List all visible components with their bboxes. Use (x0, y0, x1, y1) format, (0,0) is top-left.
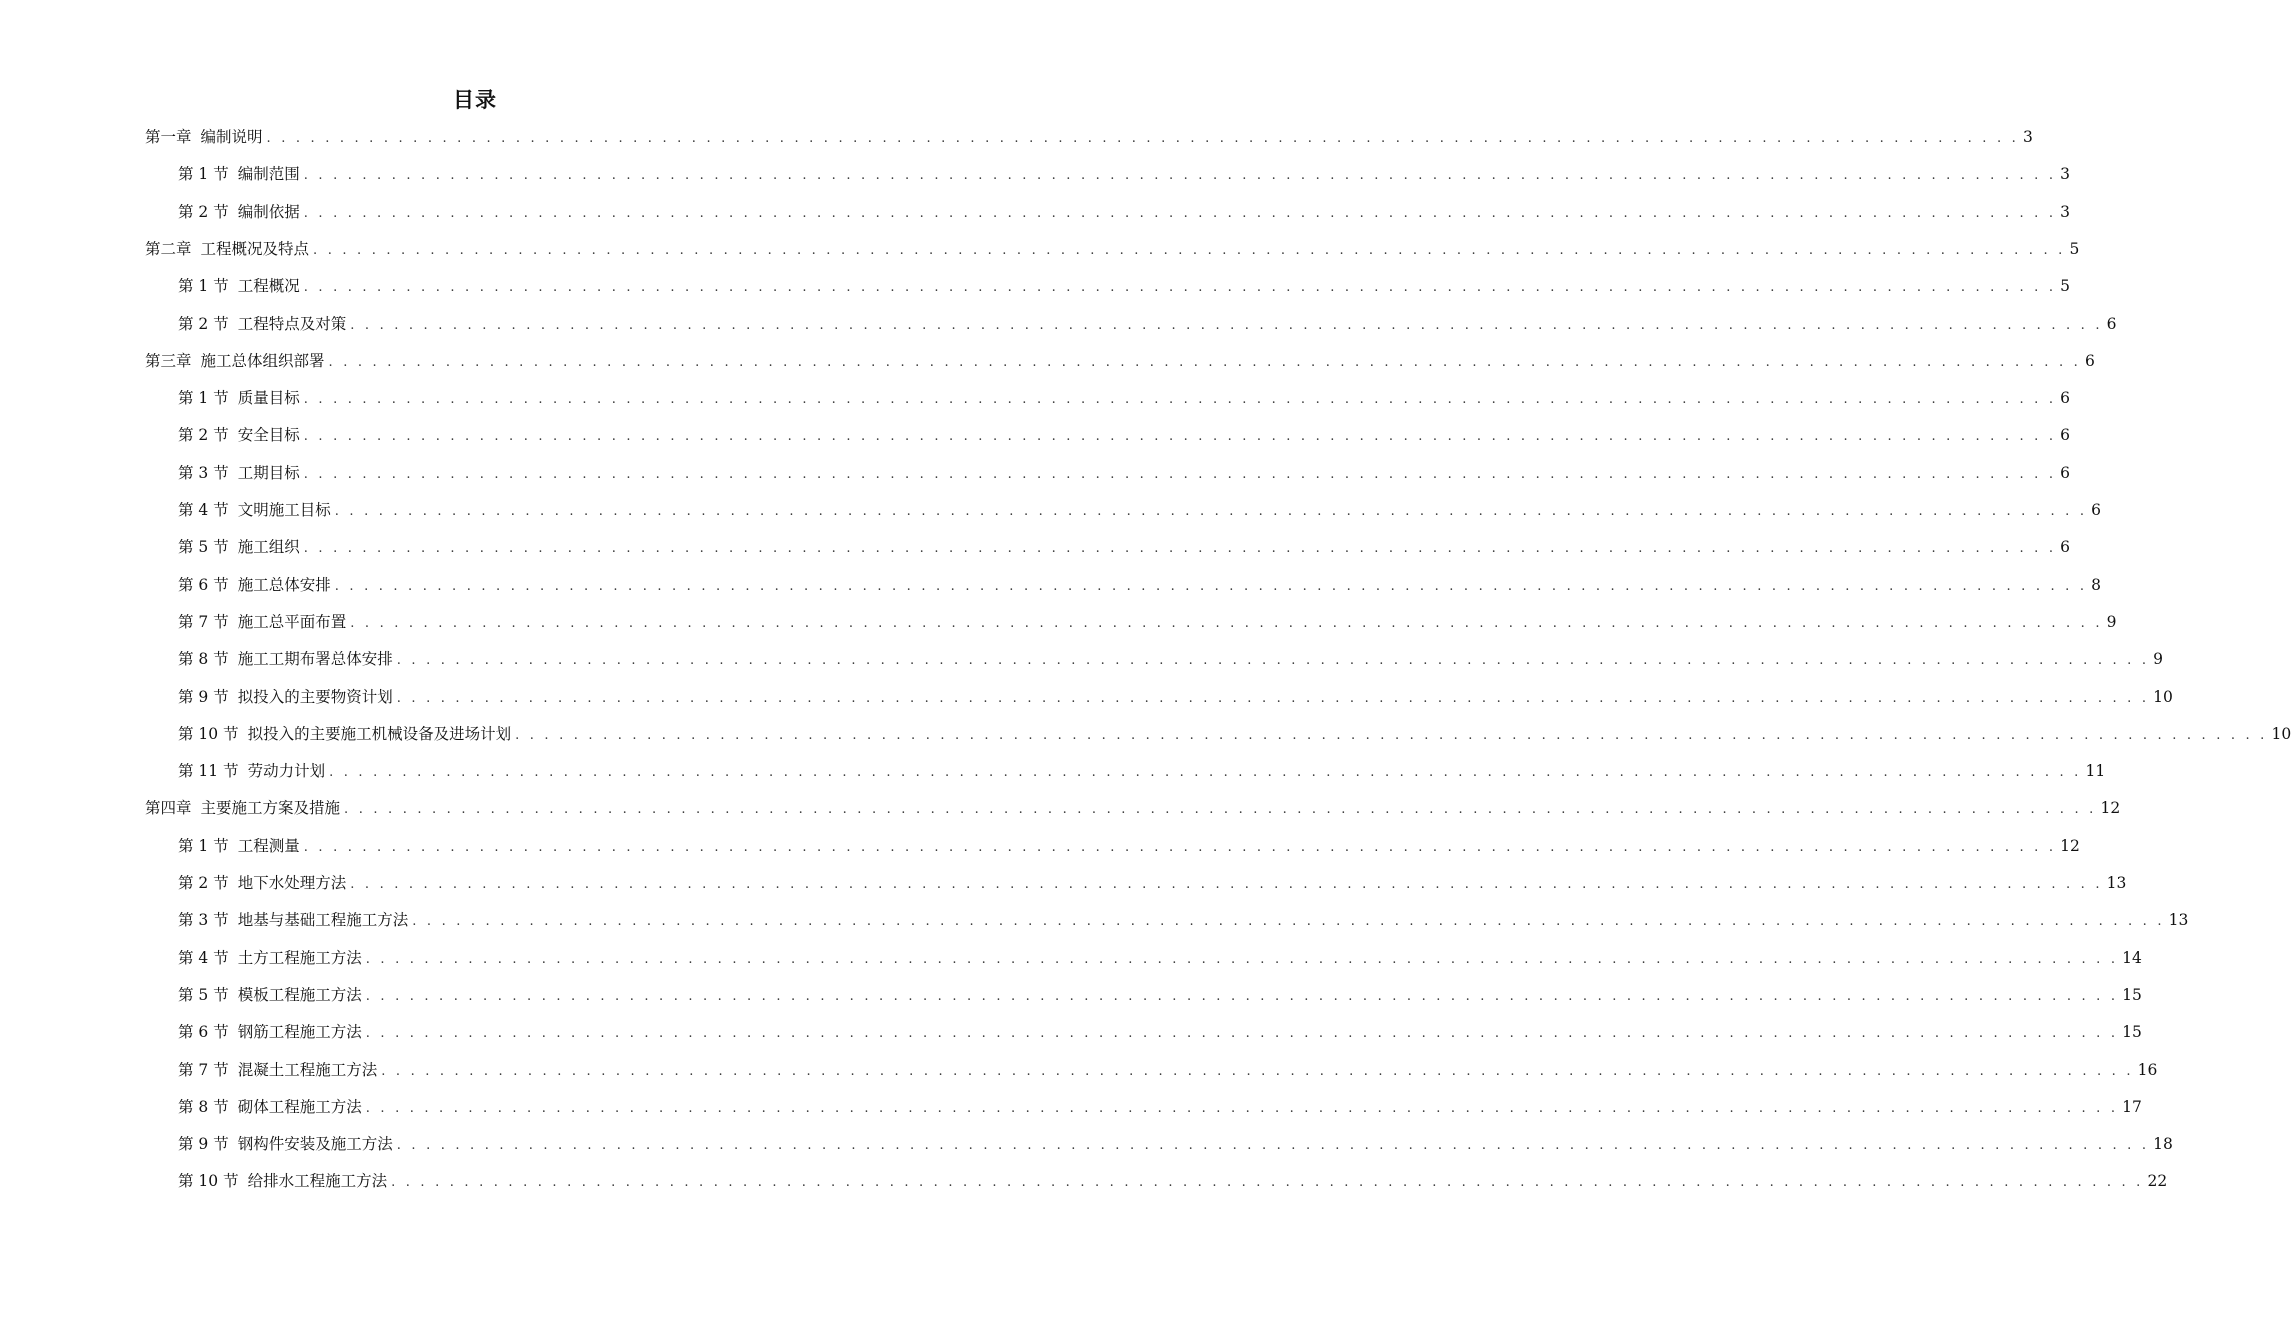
toc-section-entry[interactable] (178, 573, 2102, 597)
toc-dot-leader: . . . . . . . . . . . . . . . . . . . . . . . . . . . . . . . . . . . . . . . . . . . . . . . . . . . . . . . . . . . . . . . . . . . . . . . . . . . . . . . . . . . . . . . . . . . . . . . . . . . . . . . . . . . . . . . . . . . . . . . . (303, 466, 2057, 482)
toc-dot-leader: . . . . . . . . . . . . . . . . . . . . . . . . . . . . . . . . . . . . . . . . . . . . . . . . . . . . . . . . . . . . . . . . . . . . . . . . . . . . . . . . . . . . . . . . . . . . . . . . . . . . . . . . . . . . . . . . . . . . . . . . (515, 727, 2268, 743)
toc-dot-leader: . . . . . . . . . . . . . . . . . . . . . . . . . . . . . . . . . . . . . . . . . . . . . . . . . . . . . . . . . . . . . . . . . . . . . . . . . . . . . . . . . . . . . . . . . . . . . . . . . . . . . . . . . . . . . . . . . . . . . . . . (334, 504, 2088, 519)
toc-entry-text: 砌体工程施工方法 (237, 1097, 362, 1116)
toc-chapter-entry[interactable] (145, 796, 2121, 820)
toc-entry-text: 地基与基础工程施工方法 (237, 911, 409, 930)
toc-entry-number: 第 11 节 (178, 762, 239, 781)
toc-entry-label (178, 423, 300, 447)
toc-entry-text: 施工总体组织部署 (200, 351, 325, 370)
toc-page-number: 18 (2153, 1135, 2173, 1154)
toc-dot-leader: . . . . . . . . . . . . . . . . . . . . . . . . . . . . . . . . . . . . . . . . . . . . . . . . . . . . . . . . . . . . . . . . . . . . . . . . . . . . . . . . . . . . . . . . . . . . . . . . . . . . . . . . . . . . . . . . . . . . . . . . (365, 988, 2119, 1004)
toc-entry-text: 模板工程施工方法 (237, 985, 362, 1004)
toc-entry-number: 第 9 节 (178, 687, 229, 706)
toc-chapter-entry[interactable] (145, 125, 2033, 149)
toc-entry-label (178, 834, 300, 858)
toc-entry-label (178, 1020, 362, 1044)
toc-page-number: 6 (2106, 314, 2117, 333)
toc-entry-text: 地下水处理方法 (237, 874, 347, 892)
toc-dot-leader: . . . . . . . . . . . . . . . . . . . . . . . . . . . . . . . . . . . . . . . . . . . . . . . . . . . . . . . . . . . . . . . . . . . . . . . . . . . . . . . . . . . . . . . . . . . . . . . . . . . . . . . . . . . . . . . . . . . . . . . . (329, 765, 2082, 781)
toc-entry-text: 混凝土工程施工方法 (237, 1060, 378, 1079)
toc-entry-text: 工程概况及特点 (200, 239, 310, 258)
toc-dot-leader: . . . . . . . . . . . . . . . . . . . . . . . . . . . . . . . . . . . . . . . . . . . . . . . . . . . . . . . . . . . . . . . . . . . . . . . . . . . . . . . . . . . . . . . . . . . . . . . . . . . . . . . . . . . . . . . . . . . . . . . . (365, 1026, 2119, 1042)
toc-entry-number: 第四章 (145, 799, 192, 818)
toc-entry-label (178, 946, 362, 970)
toc-entry-label (178, 498, 331, 522)
toc-entry-label (178, 722, 511, 746)
toc-entry-text: 工程特点及对策 (237, 314, 347, 333)
toc-page-number: 16 (2137, 1060, 2158, 1079)
toc-page-number: 6 (2060, 463, 2071, 482)
toc-page-number: 13 (2106, 874, 2127, 892)
toc-entry-label (178, 274, 300, 298)
toc-entry-label (145, 796, 340, 820)
toc-page-number: 5 (2069, 239, 2080, 258)
toc-dot-leader: . . . . . . . . . . . . . . . . . . . . . . . . . . . . . . . . . . . . . . . . . . . . . . . . . . . . . . . . . . . . . . . . . . . . . . . . . . . . . . . . . . . . . . . . . . . . . . . . . . . . . . . . . . . . . . . . . . . . . . . . (365, 1100, 2119, 1116)
toc-page-number: 3 (2022, 128, 2033, 146)
toc-page-number: 17 (2122, 1097, 2142, 1116)
toc-entry-number: 第 5 节 (178, 538, 229, 557)
toc-section-entry[interactable] (178, 871, 2127, 895)
toc-entry-number: 第 6 节 (178, 1023, 229, 1042)
toc-entry-label (178, 610, 346, 634)
toc-entry-number: 第 4 节 (178, 501, 229, 519)
toc-entry-label (178, 685, 393, 709)
toc-entry-number: 第 6 节 (178, 575, 229, 594)
toc-entry-label (145, 349, 325, 373)
toc-entry-number: 第 2 节 (178, 202, 229, 221)
toc-page-number: 3 (2060, 165, 2071, 184)
toc-section-entry[interactable] (178, 200, 2071, 224)
toc-entry-number: 第 2 节 (178, 314, 229, 333)
toc-dot-leader: . . . . . . . . . . . . . . . . . . . . . . . . . . . . . . . . . . . . . . . . . . . . . . . . . . . . . . . . . . . . . . . . . . . . . . . . . . . . . . . . . . . . . . . . . . . . . . . . . . . . . . . . . . . . . . . . . . . . . . . . (303, 168, 2057, 184)
toc-entry-text: 工期目标 (237, 463, 300, 482)
toc-section-entry[interactable] (178, 423, 2071, 447)
toc-entry-text: 土方工程施工方法 (237, 948, 362, 967)
toc-section-entry[interactable] (178, 1095, 2142, 1119)
toc-entry-label (178, 1058, 377, 1082)
toc-dot-leader: . . . . . . . . . . . . . . . . . . . . . . . . . . . . . . . . . . . . . . . . . . . . . . . . . . . . . . . . . . . . . . . . . . . . . . . . . . . . . . . . . . . . . . . . . . . . . . . . . . . . . . . . . . . . . . . . . . . . . . . . (303, 429, 2057, 445)
toc-entry-label (178, 759, 325, 783)
toc-entry-text: 工程概况 (237, 277, 300, 296)
toc-entry-label (178, 1132, 393, 1156)
toc-entry-text: 施工工期布署总体安排 (237, 650, 393, 669)
toc-entry-label (178, 162, 300, 186)
toc-section-entry[interactable] (178, 946, 2142, 970)
toc-page-number: 6 (2060, 389, 2071, 408)
toc-dot-leader: . . . . . . . . . . . . . . . . . . . . . . . . . . . . . . . . . . . . . . . . . . . . . . . . . . . . . . . . . . . . . . . . . . . . . . . . . . . . . . . . . . . . . . . . . . . . . . . . . . . . . . . . . . . . . . . . . . . . . . . . (350, 615, 2103, 631)
toc-entry-number: 第二章 (145, 239, 192, 258)
toc-entry-number: 第三章 (145, 351, 192, 370)
toc-entry-number: 第 5 节 (178, 985, 229, 1004)
toc-entry-number: 第 9 节 (178, 1135, 229, 1154)
toc-entry-text: 给排水工程施工方法 (247, 1172, 388, 1191)
toc-entry-label (178, 200, 300, 224)
toc-dot-leader: . . . . . . . . . . . . . . . . . . . . . . . . . . . . . . . . . . . . . . . . . . . . . . . . . . . . . . . . . . . . . . . . . . . . . . . . . . . . . . . . . . . . . . . . . . . . . . . . . . . . . . . . . . . . . . . . . . . . . . . . (266, 131, 2019, 146)
toc-section-entry[interactable] (178, 535, 2071, 559)
toc-dot-leader: . . . . . . . . . . . . . . . . . . . . . . . . . . . . . . . . . . . . . . . . . . . . . . . . . . . . . . . . . . . . . . . . . . . . . . . . . . . . . . . . . . . . . . . . . . . . . . . . . . . . . . . . . . . . . . . . . . . . . . . . (303, 541, 2057, 557)
toc-section-entry[interactable] (178, 461, 2071, 485)
toc-entry-number: 第 8 节 (178, 1097, 229, 1116)
toc-entry-label (178, 1169, 387, 1193)
toc-entry-label (178, 908, 408, 932)
toc-entry-label (145, 237, 309, 261)
toc-chapter-entry[interactable] (145, 349, 2095, 373)
toc-page-number: 9 (2153, 650, 2164, 669)
toc-page-number: 12 (2060, 836, 2080, 855)
toc-page-number: 11 (2085, 762, 2106, 781)
toc-entry-text: 劳动力计划 (247, 762, 326, 781)
toc-page-number: 10 (2271, 724, 2291, 743)
toc-page-number: 3 (2060, 202, 2071, 221)
toc-section-entry[interactable] (178, 610, 2117, 634)
toc-entry-text: 施工总平面布置 (237, 612, 347, 631)
toc-dot-leader: . . . . . . . . . . . . . . . . . . . . . . . . . . . . . . . . . . . . . . . . . . . . . . . . . . . . . . . . . . . . . . . . . . . . . . . . . . . . . . . . . . . . . . . . . . . . . . . . . . . . . . . . . . . . . . . . . . . . . . . . (344, 802, 2097, 818)
toc-entry-number: 第 8 节 (178, 650, 229, 669)
toc-dot-leader: . . . . . . . . . . . . . . . . . . . . . . . . . . . . . . . . . . . . . . . . . . . . . . . . . . . . . . . . . . . . . . . . . . . . . . . . . . . . . . . . . . . . . . . . . . . . . . . . . . . . . . . . . . . . . . . . . . . . . . . . (350, 877, 2103, 892)
toc-dot-leader: . . . . . . . . . . . . . . . . . . . . . . . . . . . . . . . . . . . . . . . . . . . . . . . . . . . . . . . . . . . . . . . . . . . . . . . . . . . . . . . . . . . . . . . . . . . . . . . . . . . . . . . . . . . . . . . . . . . . . . . . (313, 242, 2066, 258)
toc-dot-leader: . . . . . . . . . . . . . . . . . . . . . . . . . . . . . . . . . . . . . . . . . . . . . . . . . . . . . . . . . . . . . . . . . . . . . . . . . . . . . . . . . . . . . . . . . . . . . . . . . . . . . . . . . . . . . . . . . . . . . . . . (381, 1063, 2134, 1079)
toc-entry-text: 钢筋工程施工方法 (237, 1023, 362, 1042)
toc-page-number: 15 (2122, 985, 2142, 1004)
toc-entry-text: 编制范围 (237, 165, 300, 184)
toc-page-number: 12 (2100, 799, 2121, 818)
toc-section-entry[interactable] (178, 983, 2142, 1007)
toc-entry-number: 第 1 节 (178, 836, 229, 855)
toc-entry-label (178, 312, 346, 336)
toc-entry-label (178, 461, 300, 485)
toc-section-entry[interactable] (178, 498, 2102, 522)
toc-entry-number: 第 3 节 (178, 463, 229, 482)
toc-entry-number: 第 1 节 (178, 165, 229, 184)
toc-entry-label (178, 535, 300, 559)
toc-dot-leader: . . . . . . . . . . . . . . . . . . . . . . . . . . . . . . . . . . . . . . . . . . . . . . . . . . . . . . . . . . . . . . . . . . . . . . . . . . . . . . . . . . . . . . . . . . . . . . . . . . . . . . . . . . . . . . . . . . . . . . . . (396, 653, 2150, 669)
toc-page-number: 9 (2106, 612, 2117, 631)
toc-section-entry[interactable] (178, 386, 2071, 410)
toc-dot-leader: . . . . . . . . . . . . . . . . . . . . . . . . . . . . . . . . . . . . . . . . . . . . . . . . . . . . . . . . . . . . . . . . . . . . . . . . . . . . . . . . . . . . . . . . . . . . . . . . . . . . . . . . . . . . . . . . . . . . . . . . (334, 578, 2088, 594)
toc-section-entry[interactable] (178, 162, 2071, 186)
toc-dot-leader: . . . . . . . . . . . . . . . . . . . . . . . . . . . . . . . . . . . . . . . . . . . . . . . . . . . . . . . . . . . . . . . . . . . . . . . . . . . . . . . . . . . . . . . . . . . . . . . . . . . . . . . . . . . . . . . . . . . . . . . . (350, 317, 2103, 333)
toc-section-entry[interactable] (178, 1169, 2168, 1193)
toc-dot-leader: . . . . . . . . . . . . . . . . . . . . . . . . . . . . . . . . . . . . . . . . . . . . . . . . . . . . . . . . . . . . . . . . . . . . . . . . . . . . . . . . . . . . . . . . . . . . . . . . . . . . . . . . . . . . . . . . . . . . . . . . (328, 354, 2081, 370)
toc-entry-number: 第 7 节 (178, 1060, 229, 1079)
toc-chapter-entry[interactable] (145, 237, 2080, 261)
toc-entry-label (178, 871, 346, 895)
toc-page-number: 6 (2084, 351, 2095, 370)
toc-section-entry[interactable] (178, 1020, 2142, 1044)
toc-section-entry[interactable] (178, 1132, 2173, 1156)
toc-entry-number: 第 2 节 (178, 874, 229, 892)
toc-entry-number: 第 10 节 (178, 1172, 239, 1191)
toc-page-number: 6 (2060, 538, 2071, 557)
toc-entry-text: 工程测量 (237, 836, 300, 855)
toc-section-entry[interactable] (178, 759, 2106, 783)
toc-entry-number: 第 3 节 (178, 911, 229, 930)
toc-dot-leader: . . . . . . . . . . . . . . . . . . . . . . . . . . . . . . . . . . . . . . . . . . . . . . . . . . . . . . . . . . . . . . . . . . . . . . . . . . . . . . . . . . . . . . . . . . . . . . . . . . . . . . . . . . . . . . . . . . . . . . . . (396, 1138, 2150, 1154)
toc-dot-leader: . . . . . . . . . . . . . . . . . . . . . . . . . . . . . . . . . . . . . . . . . . . . . . . . . . . . . . . . . . . . . . . . . . . . . . . . . . . . . . . . . . . . . . . . . . . . . . . . . . . . . . . . . . . . . . . . . . . . . . . . (365, 951, 2119, 967)
toc-entry-label (178, 647, 393, 671)
toc-page-number: 6 (2060, 426, 2071, 445)
toc-page-number: 22 (2147, 1172, 2168, 1191)
toc-entry-label (178, 983, 362, 1007)
toc-dot-leader: . . . . . . . . . . . . . . . . . . . . . . . . . . . . . . . . . . . . . . . . . . . . . . . . . . . . . . . . . . . . . . . . . . . . . . . . . . . . . . . . . . . . . . . . . . . . . . . . . . . . . . . . . . . . . . . . . . . . . . . . (303, 280, 2057, 296)
toc-page-number: 10 (2153, 687, 2173, 706)
toc-dot-leader: . . . . . . . . . . . . . . . . . . . . . . . . . . . . . . . . . . . . . . . . . . . . . . . . . . . . . . . . . . . . . . . . . . . . . . . . . . . . . . . . . . . . . . . . . . . . . . . . . . . . . . . . . . . . . . . . . . . . . . . . (303, 205, 2057, 221)
toc-page-number: 15 (2122, 1023, 2142, 1042)
toc-section-entry[interactable] (178, 1058, 2158, 1082)
toc-entry-text: 文明施工目标 (237, 501, 331, 519)
toc-entry-number: 第 1 节 (178, 389, 229, 408)
toc-dot-leader: . . . . . . . . . . . . . . . . . . . . . . . . . . . . . . . . . . . . . . . . . . . . . . . . . . . . . . . . . . . . . . . . . . . . . . . . . . . . . . . . . . . . . . . . . . . . . . . . . . . . . . . . . . . . . . . . . . . . . . . . (396, 690, 2150, 706)
toc-section-entry[interactable] (178, 274, 2071, 298)
toc-entry-text: 施工组织 (237, 538, 300, 557)
toc-entry-number: 第 2 节 (178, 426, 229, 445)
toc-entry-text: 质量目标 (237, 389, 300, 408)
toc-entry-number: 第一章 (145, 128, 192, 146)
toc-dot-leader: . . . . . . . . . . . . . . . . . . . . . . . . . . . . . . . . . . . . . . . . . . . . . . . . . . . . . . . . . . . . . . . . . . . . . . . . . . . . . . . . . . . . . . . . . . . . . . . . . . . . . . . . . . . . . . . . . . . . . . . . (391, 1175, 2144, 1191)
toc-section-entry[interactable] (178, 312, 2117, 336)
toc-page-number: 14 (2122, 948, 2142, 967)
toc-dot-leader: . . . . . . . . . . . . . . . . . . . . . . . . . . . . . . . . . . . . . . . . . . . . . . . . . . . . . . . . . . . . . . . . . . . . . . . . . . . . . . . . . . . . . . . . . . . . . . . . . . . . . . . . . . . . . . . . . . . . . . . . (303, 839, 2057, 855)
toc-entry-number: 第 4 节 (178, 948, 229, 967)
toc-section-entry[interactable] (178, 908, 2189, 932)
toc-section-entry[interactable] (178, 685, 2173, 709)
toc-section-entry[interactable] (178, 834, 2080, 858)
toc-entry-label (178, 573, 331, 597)
toc-entry-text: 拟投入的主要物资计划 (237, 687, 393, 706)
toc-entry-label (178, 1095, 362, 1119)
toc-title: 目录 (453, 88, 497, 112)
toc-page-number: 6 (2091, 501, 2102, 519)
toc-entry-number: 第 7 节 (178, 612, 229, 631)
toc-entry-label (145, 125, 263, 149)
toc-page-number: 13 (2168, 911, 2189, 930)
toc-entry-text: 主要施工方案及措施 (200, 799, 341, 818)
toc-entry-number: 第 10 节 (178, 724, 239, 743)
toc-entry-text: 拟投入的主要施工机械设备及进场计划 (247, 724, 512, 743)
toc-section-entry[interactable] (178, 647, 2164, 671)
toc-section-entry[interactable] (178, 722, 2291, 746)
toc-dot-leader: . . . . . . . . . . . . . . . . . . . . . . . . . . . . . . . . . . . . . . . . . . . . . . . . . . . . . . . . . . . . . . . . . . . . . . . . . . . . . . . . . . . . . . . . . . . . . . . . . . . . . . . . . . . . . . . . . . . . . . . . (412, 914, 2165, 930)
toc-entry-text: 施工总体安排 (237, 575, 331, 594)
toc-dot-leader: . . . . . . . . . . . . . . . . . . . . . . . . . . . . . . . . . . . . . . . . . . . . . . . . . . . . . . . . . . . . . . . . . . . . . . . . . . . . . . . . . . . . . . . . . . . . . . . . . . . . . . . . . . . . . . . . . . . . . . . . (303, 392, 2057, 408)
toc-page-number: 5 (2060, 277, 2071, 296)
toc-entry-text: 编制依据 (237, 202, 300, 221)
toc-entry-label (178, 386, 300, 410)
toc-page-number: 8 (2091, 575, 2102, 594)
toc-entry-number: 第 1 节 (178, 277, 229, 296)
toc-entry-text: 编制说明 (200, 128, 263, 146)
toc-entry-text: 安全目标 (237, 426, 300, 445)
toc-entry-text: 钢构件安装及施工方法 (237, 1135, 393, 1154)
